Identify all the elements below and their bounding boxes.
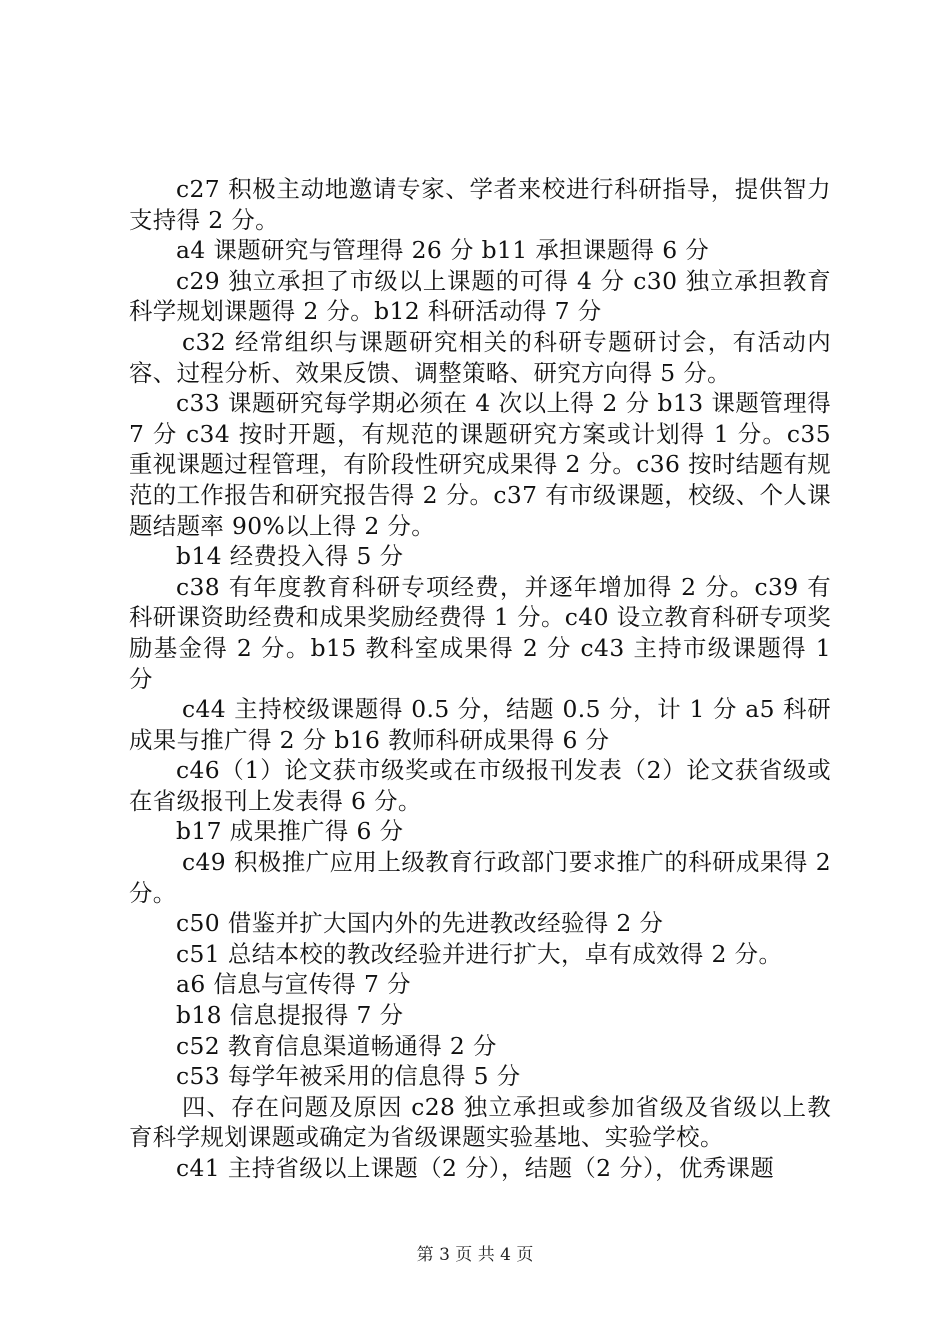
document-body bbox=[129, 174, 831, 1184]
paragraph-b14: b14 经费投入得 5 分 bbox=[176, 542, 404, 571]
paragraph-c51: c51 总结本校的教改经验并进行扩大，卓有成效得 2 分。 bbox=[176, 939, 783, 968]
paragraph-c50: c50 借鉴并扩大国内外的先进教改经验得 2 分 bbox=[176, 909, 664, 938]
paragraph-c53: c53 每学年被采用的信息得 5 分 bbox=[176, 1062, 521, 1091]
paragraph-c27: c27 积极主动地邀请专家、学者来校进行科研指导，提供智力支持得 2 分。 bbox=[129, 175, 831, 234]
paragraph-c49: c49 积极推广应用上级教育行政部门要求推广的科研成果得 2 分。 bbox=[129, 848, 831, 907]
paragraph-c52: c52 教育信息渠道畅通得 2 分 bbox=[176, 1031, 497, 1060]
paragraph-a4: a4 课题研究与管理得 26 分 b11 承担课题得 6 分 bbox=[176, 236, 710, 265]
paragraph-b18: b18 信息提报得 7 分 bbox=[176, 1001, 404, 1030]
paragraph-c44: c44 主持校级课题得 0.5 分，结题 0.5 分，计 1 分 a5 科研成果与推广得 2 分 b16 教师科研成果得 6 分 bbox=[129, 695, 831, 754]
paragraph-c46: c46（1）论文获市级奖或在市级报刊发表（2）论文获省级或在省级报刊上发表得 6 分。 bbox=[129, 756, 831, 815]
paragraph-c38: c38 有年度教育科研专项经费，并逐年增加得 2 分。c39 有科研课资助经费和成果奖励经费得 1 分。c40 设立教育科研专项奖励基金得 2 分。b15 教科室成果得 2 分 c43 主持市级课题得 1 分 bbox=[129, 572, 831, 693]
page-footer: 第 3 页 共 4 页 bbox=[416, 1245, 534, 1265]
paragraph-c33: c33 课题研究每学期必须在 4 次以上得 2 分 b13 课题管理得 7 分 c34 按时开题，有规范的课题研究方案或计划得 1 分。c35 重视课题过程管理，有阶段性研究成果得 2 分。c36 按时结题有规范的工作报告和研究报告得 2 分。c37 有市级课题，校级、个人课题结题率 90%以上得 2 分。 bbox=[129, 389, 831, 540]
paragraph-b17: b17 成果推广得 6 分 bbox=[176, 817, 404, 846]
paragraph-c29: c29 独立承担了市级以上课题的可得 4 分 c30 独立承担教育科学规划课题得 2 分。b12 科研活动得 7 分 bbox=[129, 266, 831, 326]
paragraph-section-four: 四、存在问题及原因 c28 独立承担或参加省级及省级以上教育科学规划课题或确定为省级课题实验基地、实验学校。 bbox=[129, 1092, 831, 1152]
paragraph-c32: c32 经常组织与课题研究相关的科研专题研讨会，有活动内容、过程分析、效果反馈、调整策略、研究方向得 5 分。 bbox=[129, 327, 831, 387]
paragraph-c41: c41 主持省级以上课题（2 分），结题（2 分），优秀课题 bbox=[176, 1154, 775, 1182]
paragraph-a6: a6 信息与宣传得 7 分 bbox=[176, 970, 411, 999]
